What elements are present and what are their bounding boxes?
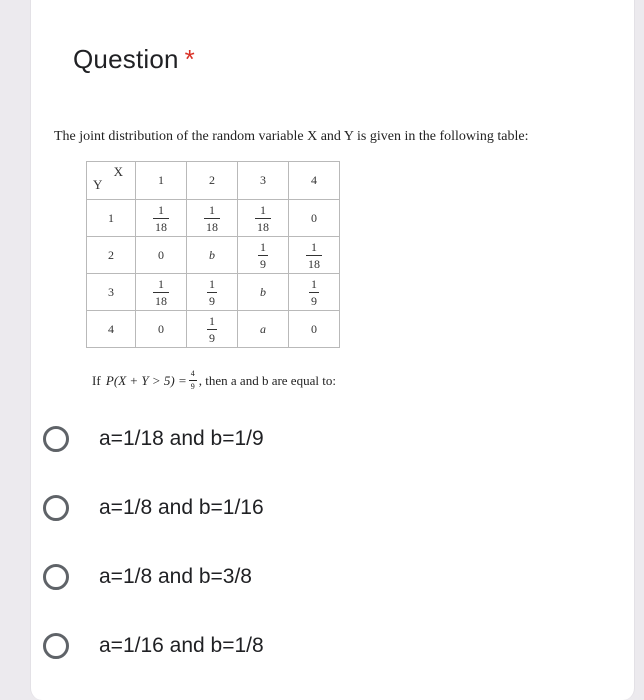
probability-fraction [207, 278, 217, 307]
probability-cell [289, 311, 340, 348]
table-row [87, 274, 340, 311]
probability-value: 0 [311, 321, 317, 336]
probability-cell [238, 237, 289, 274]
fraction-denominator: 18 [155, 220, 167, 234]
fraction-numerator: 1 [158, 277, 164, 291]
probability-cell [136, 311, 187, 348]
condition-suffix: , then a and b are equal to: [198, 372, 336, 388]
probability-value: 0 [311, 210, 317, 225]
probability-cell [187, 237, 238, 274]
question-title-text: Question [73, 44, 179, 74]
radio-button-icon[interactable] [43, 633, 69, 659]
table-corner-cell [87, 162, 136, 200]
probability-value: 0 [158, 321, 164, 336]
option-label[interactable]: a=1/8 and b=3/8 [99, 565, 252, 588]
option-1[interactable] [43, 426, 264, 452]
probability-cell [187, 274, 238, 311]
y-value-header: 2 [87, 237, 136, 274]
fraction-denominator: 18 [155, 294, 167, 308]
probability-fraction [258, 241, 268, 270]
table-row [87, 237, 340, 274]
fraction-numerator: 1 [260, 203, 266, 217]
probability-cell [289, 274, 340, 311]
fraction-denominator: 18 [257, 220, 269, 234]
radio-button-icon[interactable] [43, 495, 69, 521]
probability-value: 0 [158, 247, 164, 262]
y-value-header: 1 [87, 200, 136, 237]
x-value-header: 2 [187, 162, 238, 200]
fraction-numerator: 1 [311, 240, 317, 254]
probability-fraction [207, 315, 217, 344]
probability-fraction [255, 204, 271, 233]
probability-cell [289, 237, 340, 274]
joint-distribution-table [86, 161, 340, 348]
option-label[interactable]: a=1/8 and b=1/16 [99, 496, 264, 519]
question-card [30, 0, 635, 700]
probability-fraction [306, 241, 322, 270]
probability-fraction [153, 278, 169, 307]
fraction-numerator: 1 [209, 203, 215, 217]
question-stem: The joint distribution of the random variable X and Y is given in the following table: [54, 129, 529, 144]
table-row [87, 311, 340, 348]
question-title [73, 44, 195, 75]
fraction-denominator: 9 [209, 331, 215, 345]
probability-value: b [260, 284, 266, 299]
condition-prefix: If [92, 372, 104, 388]
probability-value: a [260, 321, 266, 336]
x-value-header: 3 [238, 162, 289, 200]
table-row [87, 200, 340, 237]
fraction-denominator: 18 [308, 257, 320, 271]
condition-fraction-numerator: 4 [190, 369, 195, 378]
fraction-numerator: 1 [311, 277, 317, 291]
probability-cell [187, 200, 238, 237]
condition-expression: P(X + Y > 5) = [105, 372, 187, 388]
option-4[interactable] [43, 633, 264, 659]
fraction-denominator: 9 [311, 294, 317, 308]
y-value-header: 3 [87, 274, 136, 311]
option-label[interactable]: a=1/18 and b=1/9 [99, 427, 264, 450]
probability-cell [136, 274, 187, 311]
question-condition [92, 370, 336, 391]
fraction-numerator: 1 [209, 314, 215, 328]
probability-cell [289, 200, 340, 237]
x-value-header: 4 [289, 162, 340, 200]
probability-cell [238, 274, 289, 311]
corner-y-label: Y [93, 177, 103, 192]
fraction-denominator: 9 [260, 257, 266, 271]
radio-button-icon[interactable] [43, 564, 69, 590]
probability-value: b [209, 247, 215, 262]
probability-cell [238, 311, 289, 348]
y-value-header: 4 [87, 311, 136, 348]
corner-x-label: X [113, 164, 123, 179]
radio-button-icon[interactable] [43, 426, 69, 452]
x-value-header: 1 [136, 162, 187, 200]
option-3[interactable] [43, 564, 252, 590]
option-2[interactable] [43, 495, 264, 521]
probability-fraction [204, 204, 220, 233]
required-asterisk: * [184, 44, 195, 74]
fraction-numerator: 1 [158, 203, 164, 217]
probability-fraction [309, 278, 319, 307]
fraction-denominator: 9 [209, 294, 215, 308]
condition-fraction [189, 370, 197, 391]
fraction-numerator: 1 [260, 240, 266, 254]
probability-cell [136, 200, 187, 237]
probability-cell [136, 237, 187, 274]
condition-fraction-denominator: 9 [190, 382, 195, 391]
fraction-numerator: 1 [209, 277, 215, 291]
probability-cell [187, 311, 238, 348]
table-header-row [87, 162, 340, 200]
probability-cell [238, 200, 289, 237]
option-label[interactable]: a=1/16 and b=1/8 [99, 634, 264, 657]
fraction-denominator: 18 [206, 220, 218, 234]
probability-fraction [153, 204, 169, 233]
